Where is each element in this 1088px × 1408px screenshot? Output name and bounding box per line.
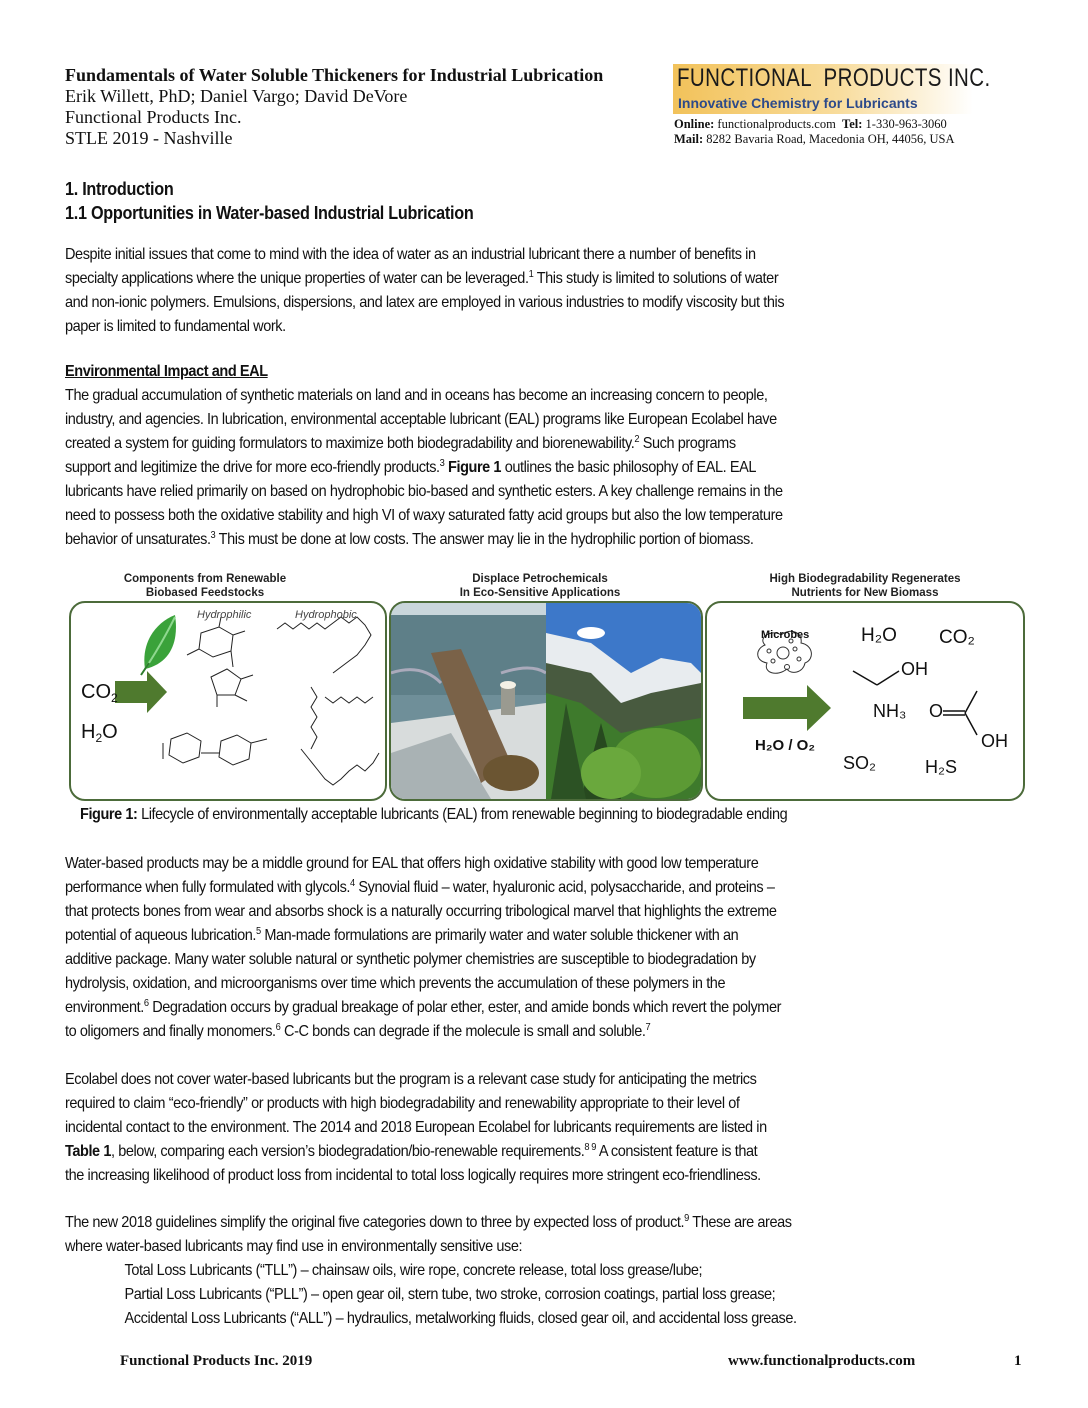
figure-1	[65, 568, 1025, 803]
citation-ref: 2	[634, 434, 640, 445]
footer-website[interactable]: www.functionalproducts.com	[728, 1353, 916, 1369]
chem-subscript: 2	[111, 691, 118, 705]
citation-ref: 7	[645, 1022, 651, 1033]
paper-title: Fundamentals of Water Soluble Thickeners for Industrial Lubrication	[65, 65, 604, 85]
citation-ref: 6	[143, 998, 149, 1009]
authors: Erik Willett, PhD; Daniel Vargo; David DeVore	[65, 86, 408, 106]
ethanol-oh-label: OH	[901, 659, 928, 679]
acid-o-label: O	[929, 701, 944, 721]
arrow-condition-label: H₂O / O₂	[755, 737, 815, 754]
eal-section	[65, 360, 1025, 552]
text-line: that protects bones from wear and absorbs shock is a naturally occurring tribological marvel that highlights the extreme	[65, 903, 777, 920]
tel-label: Tel:	[842, 117, 863, 131]
h2o-label	[81, 721, 118, 745]
page-number: 1	[1014, 1353, 1022, 1369]
text-span: A consistent feature is that	[596, 1143, 758, 1160]
eal-heading: Environmental Impact and EAL	[65, 363, 268, 380]
tel-value: 1-330-963-3060	[865, 117, 947, 131]
chem-text: CO	[81, 681, 111, 703]
product-so2: SO₂	[843, 753, 876, 773]
contact-info	[674, 117, 955, 147]
panel-3-title	[755, 572, 975, 600]
text-line	[65, 1140, 958, 1164]
text-line: Ecolabel does not cover water-based lubricants but the program is a relevant case study for anticipating the metrics	[65, 1071, 757, 1088]
panel-title-line: Displace Petrochemicals	[472, 573, 608, 585]
citation-ref: 3	[439, 458, 445, 469]
text-span: Man-made formulations are primarily water and water soluble thickener with an	[260, 927, 739, 944]
chem-text: H	[81, 721, 96, 743]
organization: Functional Products Inc.	[65, 107, 242, 127]
text-line: additive package. Many water soluble natural or synthetic polymer chemistries are susceptible to biodegradation by	[65, 951, 756, 968]
text-span: C-C bonds can degrade if the molecule is small and soluble.	[280, 1023, 646, 1040]
intro-paragraph	[65, 243, 1025, 339]
text-span: The new 2018 guidelines simplify the original five categories down to three by expected loss of product.	[65, 1214, 685, 1231]
citation-ref: 8 9	[584, 1142, 597, 1153]
online-value[interactable]: functionalproducts.com	[717, 117, 836, 131]
text-line: Despite initial issues that come to mind with the idea of water as an industrial lubricant there a number of benefits in	[65, 246, 756, 263]
section-heading: 1. Introduction	[65, 179, 174, 199]
online-label: Online:	[674, 117, 715, 131]
panel-title-line: Nutrients for New Biomass	[791, 587, 939, 599]
glycerol-backbone	[311, 687, 317, 749]
text-span: Degradation occurs by gradual breakage of polar ether, ester, and amide bonds which revert the polymer	[148, 999, 782, 1016]
text-line: need to possess both the oxidative stability and high VI of waxy saturated fatty acid groups but also the low temperature	[65, 507, 783, 524]
microbes-label: Microbes	[761, 629, 810, 641]
mail-value: 8282 Bavaria Road, Macedonia OH, 44056, USA	[706, 132, 955, 146]
document-header	[65, 65, 603, 149]
text-line: The gradual accumulation of synthetic materials on land and in oceans has become an increasing concern to people,	[65, 387, 768, 404]
text-line	[65, 924, 958, 948]
panel-biodegradability	[705, 601, 1025, 801]
citation-ref: 4	[350, 878, 355, 889]
panel-2-title	[435, 572, 645, 600]
text-line	[65, 876, 958, 900]
text-line	[65, 432, 958, 456]
category-item-tll: Total Loss Lubricants (“TLL”) – chainsaw oils, wire rope, concrete release, total loss grease/lube;	[124, 1262, 703, 1279]
text-line: incidental contact to the environment. The 2014 and 2018 European Ecolabel for lubricants requirements are listed in	[65, 1119, 767, 1136]
table-reference[interactable]: Table 1	[65, 1143, 111, 1160]
fatty-acid-chain	[325, 697, 373, 703]
caption-text: Lifecycle of environmentally acceptable lubricants (EAL) from renewable beginning to biodegradable ending	[137, 806, 788, 823]
text-line	[65, 456, 958, 480]
acetic-acid-structure	[943, 691, 977, 735]
text-line: required to claim “eco-friendly” or products with high biodegradability and renewability appropriate to their level of	[65, 1095, 740, 1112]
citation-ref: 6	[275, 1022, 281, 1033]
fatty-acid-chain	[277, 617, 371, 673]
text-line	[65, 267, 958, 291]
text-span: support and legitimize the drive for more eco-friendly products.	[65, 459, 440, 476]
conference: STLE 2019 - Nashville	[65, 128, 233, 148]
arrow-right-icon	[743, 685, 831, 731]
chem-subscript: 2	[95, 731, 103, 745]
hydrophobic-label: Hydrophobic	[295, 609, 357, 621]
acid-oh-label: OH	[981, 731, 1008, 751]
text-line: hydrolysis, oxidation, and microorganisms over time which prevents the accumulation of these polymers in the	[65, 975, 726, 992]
text-span: created a system for guiding formulators to maximize both biodegradability and biorenewability.	[65, 435, 635, 452]
product-co2: CO₂	[939, 627, 975, 648]
text-span: Synovial fluid – water, hyaluronic acid, polysaccharide, and proteins –	[354, 879, 775, 896]
text-span: to oligomers and finally monomers.	[65, 1023, 276, 1040]
panel-title-line: Components from Renewable	[123, 573, 287, 585]
text-span: These are areas	[688, 1214, 792, 1231]
footer-company: Functional Products Inc. 2019	[120, 1353, 313, 1369]
panel-title-line: High Biodegradability Regenerates	[769, 573, 961, 585]
hydrophilic-label: Hydrophilic	[197, 609, 252, 621]
panel-title-line: Biobased Feedstocks	[145, 587, 265, 599]
text-span: performance when fully formulated with glycols.	[65, 879, 351, 896]
citation-ref: 9	[684, 1213, 689, 1224]
text-span: outlines the basic philosophy of EAL. EAL	[501, 459, 757, 476]
cellulose-structure	[163, 733, 267, 765]
text-span: , below, comparing each version’s biodegradation/bio-renewable requirements.	[110, 1143, 585, 1160]
text-line	[65, 996, 958, 1020]
logo-name: FUNCTIONAL PRODUCTS INC.	[677, 64, 991, 92]
guidelines-paragraph	[65, 1211, 1025, 1331]
text-span: potential of aqueous lubrication.	[65, 927, 256, 944]
citation-ref: 1	[528, 269, 534, 280]
text-line: the increasing likelihood of product loss from incidental to total loss logically requires more stringent eco-friendliness.	[65, 1167, 761, 1184]
citation-ref: 5	[255, 926, 261, 937]
category-item-all: Accidental Loss Lubricants (“ALL”) – hydraulics, metalworking fluids, closed gear oil, and accidental loss grease.	[124, 1310, 797, 1327]
category-item-pll: Partial Loss Lubricants (“PLL”) – open gear oil, stern tube, two stroke, corrosion coatings, partial loss grease;	[124, 1286, 776, 1303]
mountain-forest-photo	[546, 603, 701, 799]
panel-2-graphics	[391, 603, 701, 799]
panel-eco-sensitive-photos	[389, 601, 703, 801]
sucrose-structure	[187, 617, 253, 707]
panel-renewable-feedstocks	[69, 601, 387, 801]
text-line	[65, 1211, 958, 1235]
product-h2s: H₂S	[925, 757, 957, 777]
text-span: specialty applications where the unique properties of water can be leveraged.	[65, 270, 529, 287]
logo-tagline: Innovative Chemistry for Lubricants	[678, 95, 918, 111]
mail-label: Mail:	[674, 132, 704, 146]
text-line: lubricants have relied primarily on based on hydrophobic bio-based and synthetic esters. A key challenge remains in the	[65, 483, 783, 500]
figure-caption	[80, 806, 787, 824]
text-span: Such programs	[639, 435, 736, 452]
panel-1-title	[105, 572, 305, 600]
text-span: behavior of unsaturates.	[65, 531, 211, 548]
panel-1-graphics	[71, 603, 385, 799]
caption-label: Figure 1:	[80, 806, 138, 823]
panel-title-line: In Eco-Sensitive Applications	[459, 587, 621, 599]
fatty-acid-chain	[301, 749, 379, 785]
co2-label	[81, 681, 118, 705]
ecolabel-paragraph	[65, 1068, 1025, 1188]
subsection-heading: 1.1 Opportunities in Water-based Industrial Lubrication	[65, 203, 474, 223]
text-span: environment.	[65, 999, 144, 1016]
leaf-icon	[141, 615, 176, 675]
text-line: and non-ionic polymers. Emulsions, dispersions, and latex are employed in various industries to modify viscosity but this	[65, 294, 785, 311]
arrow-right-icon	[115, 671, 167, 713]
text-line: Water-based products may be a middle ground for EAL that offers high oxidative stability with good low temperature	[65, 855, 759, 872]
boat-bow-photo	[391, 603, 546, 799]
ethanol-structure	[853, 671, 899, 685]
company-logo	[673, 64, 991, 114]
text-line: industry, and agencies. In lubrication, environmental acceptable lubricant (EAL) programs like European Ecolabel have	[65, 411, 777, 428]
water-based-paragraph	[65, 852, 1025, 1044]
chem-text: O	[102, 721, 118, 743]
product-nh3: NH₃	[873, 701, 907, 721]
text-span: This must be done at low costs. The answer may lie in the hydrophilic portion of biomass.	[215, 531, 754, 548]
citation-ref: 3	[210, 530, 216, 541]
text-line: paper is limited to fundamental work.	[65, 318, 286, 335]
product-h2o: H₂O	[861, 625, 897, 646]
text-line	[65, 528, 958, 552]
text-span: This study is limited to solutions of water	[533, 270, 779, 287]
text-line: where water-based lubricants may find use in environmentally sensitive use:	[65, 1238, 523, 1255]
figure-reference[interactable]: Figure 1	[444, 459, 502, 476]
text-line	[65, 1020, 958, 1044]
